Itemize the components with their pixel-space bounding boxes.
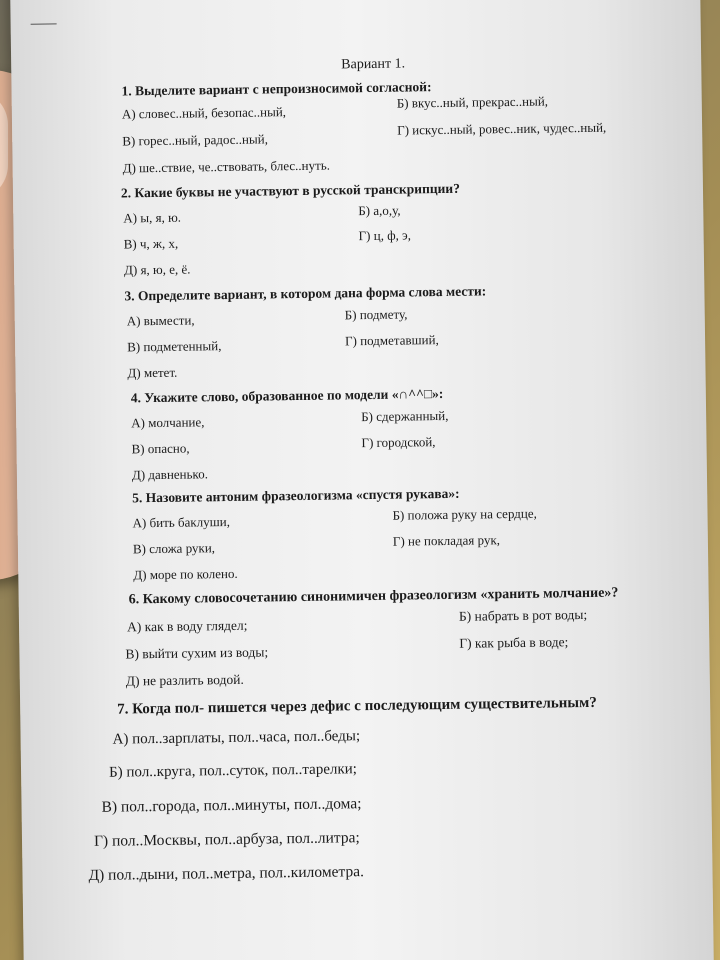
q1-option-d: Д) ше..ствие, че..ствовать, блес..нуть. (122, 157, 331, 176)
q7-option-b: Б) пол..круга, пол..суток, пол..тарелки; (108, 761, 358, 781)
q5-option-d: Д) море по колено. (133, 565, 238, 583)
q1-option-a: А) словес..ный, безопас..ный, (121, 104, 287, 122)
q1-option-b: Б) вкус..ный, прекрас..ный, (396, 93, 549, 111)
q2-option-d: Д) я, ю, е, ё. (123, 261, 191, 278)
fingernail (0, 90, 8, 200)
question-2: 2. Какие буквы не участвуют в русской транскрипции? (120, 180, 460, 201)
question-4: 4. Укажите слово, образованное по модели «∩^^□»: (130, 385, 444, 406)
q5-option-g: Г) не покладая рук, (392, 532, 501, 549)
q3-option-b: Б) подмету, (344, 306, 408, 323)
question-1: 1. Выделите вариант с непроизносимой согласной: (121, 79, 432, 99)
q6-option-b: Б) набрать в рот воды; (458, 607, 588, 624)
q3-option-g: Г) подметавший, (344, 332, 439, 349)
q7-option-g: Г) пол..Москвы, пол..арбуза, пол..литра; (93, 829, 360, 850)
q2-option-g: Г) ц, ф, э, (358, 227, 412, 244)
pen-mark (31, 23, 57, 24)
paper-sheet (10, 0, 714, 960)
q2-option-b: Б) а,о,у, (358, 202, 401, 219)
q2-option-v: В) ч, ж, х, (123, 235, 179, 252)
q5-option-v: В) сложа руки, (132, 540, 216, 557)
q7-option-d: Д) пол..дыни, пол..метра, пол..километра. (88, 863, 365, 884)
q7-option-a: А) пол..зарплаты, пол..часа, пол..беды; (112, 728, 361, 748)
question-3: 3. Определите вариант, в котором дана форма слова мести: (124, 283, 487, 304)
q5-option-b: Б) положа руку на сердце, (392, 505, 537, 523)
q5-option-a: А) бить баклуши, (132, 513, 230, 531)
q3-option-d: Д) метет. (127, 364, 178, 381)
q1-option-g: Г) искус..ный, ровес..ник, чудес..ный, (397, 119, 607, 138)
q7-option-v: В) пол..города, пол..минуты, пол..дома; (101, 795, 362, 816)
q6-option-v: В) выйти сухим из воды; (125, 644, 269, 662)
q6-option-d: Д) не разлить водой. (125, 671, 244, 689)
q6-option-g: Г) как рыба в воде; (459, 634, 569, 651)
q4-option-a: А) молчание, (131, 414, 205, 431)
q4-option-b: Б) сдержанный, (361, 407, 449, 425)
question-7: 7. Когда пол- пишется через дефис с последующим существительным? (117, 694, 597, 718)
q4-option-g: Г) городской, (361, 434, 436, 451)
question-6: 6. Какому словосочетанию синонимичен фразеологизм «хранить молчание»? (128, 585, 619, 608)
q3-option-v: В) подметенный, (127, 338, 222, 355)
q1-option-v: В) горес..ный, радос..ный, (122, 131, 269, 149)
q4-option-v: В) опасно, (131, 440, 190, 457)
q6-option-a: А) как в воду глядел; (126, 617, 248, 635)
question-5: 5. Назовите антоним фразеологизма «спустя рукава»: (132, 485, 460, 506)
q2-option-a: А) ы, я, ю. (123, 209, 182, 226)
q4-option-d: Д) давненько. (131, 466, 209, 483)
q3-option-a: А) вымести, (126, 312, 195, 329)
variant-title: Вариант 1. (341, 56, 406, 73)
